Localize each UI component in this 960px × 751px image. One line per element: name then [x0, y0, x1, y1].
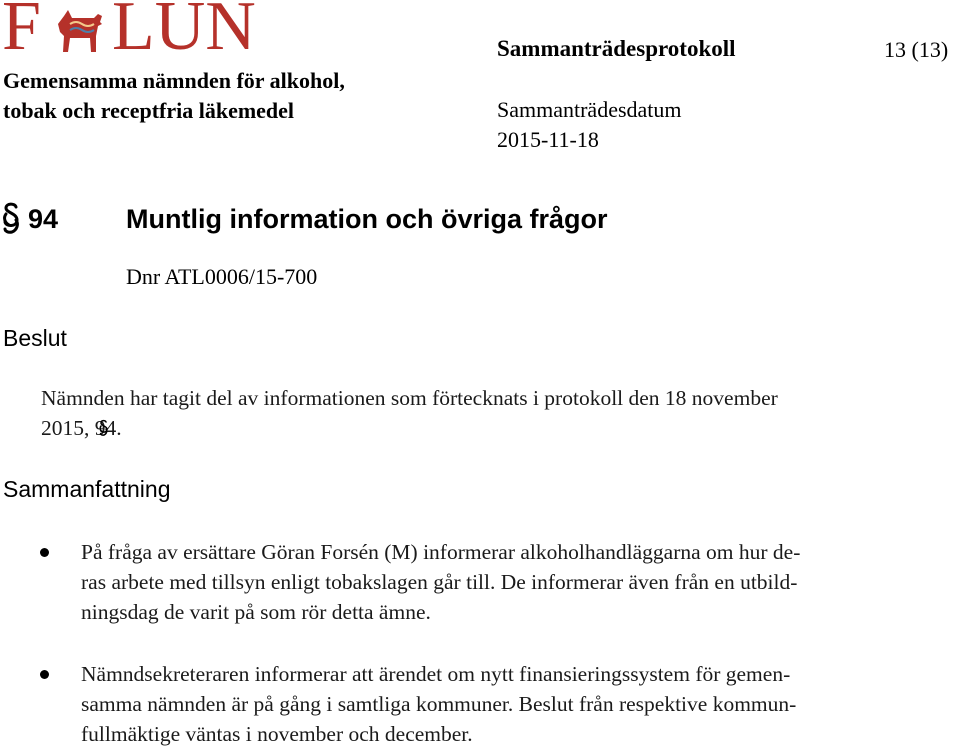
- document-title: Sammanträdesprotokoll: [497, 36, 736, 61]
- beslut-heading: Beslut: [3, 325, 67, 351]
- sammanfattning-heading: Sammanfattning: [3, 476, 171, 502]
- bullet-line: ningsdag de varit på som rör detta ämne.: [81, 600, 431, 624]
- summary-bullet-2: [81, 659, 796, 749]
- diary-number: Dnr ATL0006/15-700: [126, 264, 318, 289]
- page-number: 13 (13): [884, 37, 949, 62]
- org-name-line2: tobak och receptfria läkemedel: [3, 98, 295, 123]
- bullet-icon: [40, 548, 49, 557]
- beslut-line: Nämnden har tagit del av informationen som förtecknats i protokoll den 18 november: [41, 386, 778, 410]
- bullet-line: fullmäktige väntas i november och december.: [81, 722, 473, 746]
- paragraph-sign-icon: [98, 419, 109, 439]
- beslut-line: 2015, 94.: [41, 416, 122, 440]
- org-name-line1: Gemensamma nämnden för alkohol,: [3, 68, 345, 93]
- dala-horse-icon: [50, 6, 112, 56]
- date-label: Sammanträdesdatum: [497, 97, 682, 122]
- bullet-line: samma nämnden är på gång i samtliga kommuner. Beslut från respektive kommun-: [81, 692, 797, 716]
- logo-letters-lun: LUN: [112, 0, 256, 65]
- bullet-line: ras arbete med tillsyn enligt tobakslagen går till. De informerar även från en utbild-: [81, 570, 798, 594]
- bullet-line: Nämndsekreteraren informerar att ärendet om nytt finansieringssystem för gemen-: [81, 662, 791, 686]
- meeting-date: 2015-11-18: [497, 127, 599, 152]
- logo-letter-f: F: [2, 0, 41, 65]
- section-number: 94: [28, 204, 59, 234]
- bullet-icon: [40, 670, 49, 679]
- bullet-line: På fråga av ersättare Göran Forsén (M) informerar alkoholhandläggarna om hur de-: [81, 540, 801, 564]
- paragraph-sign-icon: [0, 200, 22, 240]
- section-title: Muntlig information och övriga frågor: [126, 204, 608, 234]
- beslut-text: [41, 383, 778, 443]
- summary-bullet-1: [81, 537, 800, 627]
